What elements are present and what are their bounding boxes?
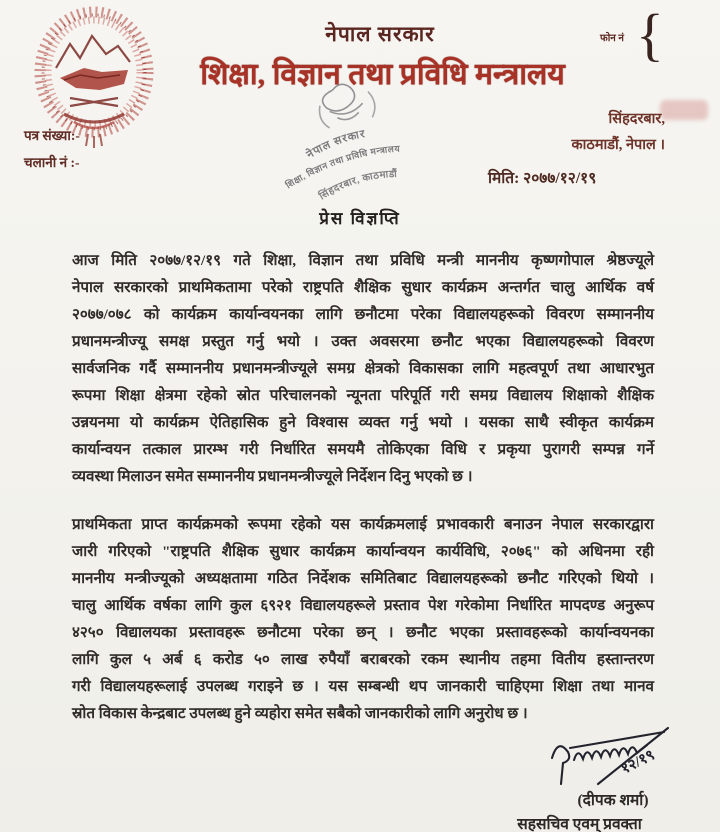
- letter-body: [72, 247, 654, 748]
- paragraph-2: [72, 511, 654, 727]
- body-line: आज मिति २०७७/१२/१९ गते शिक्षा, विज्ञान तथा प्रविधि मन्त्री माननीय कृष्णगोपाल श्रेष्ठज्यूले: [72, 252, 654, 269]
- dispatch-number-label: चलानी नं :-: [24, 155, 80, 170]
- address-block: [450, 106, 665, 158]
- body-line: सार्वजनिक गर्दै सम्माननीय प्रधानमन्त्रीज्यूले समग्र क्षेत्रको विकासका लागि महत्वपूर्ण तथा आधारभुत: [72, 360, 654, 377]
- body-line: रूपमा शिक्षा क्षेत्रमा रहेको स्रोत परिचालनको न्यूनता परिपूर्ति गरी समग्र विद्यालय शिक्षाको शैक्षिक: [72, 387, 654, 404]
- stamp-line-1: नेपाल सरकार: [304, 128, 367, 162]
- signature-hand-date: १२/१९: [618, 747, 658, 778]
- ministry-title: शिक्षा, विज्ञान तथा प्रविधि मन्त्रालय: [200, 58, 565, 91]
- body-line: उन्नयनमा यो कार्यक्रम ऐतिहासिक हुने विश्वास व्यक्त गर्नु भयो । यसका साथै स्वीकृत कार्यक्रम: [72, 414, 654, 431]
- body-line: माननीय मन्त्रीज्यूको अध्यक्षतामा गठित निर्देशक समितिबाट विद्यालयहरूको छनौट गरिएको थियो ।: [72, 570, 654, 587]
- body-line: लागि कुल ५ अर्ब ६ करोड ५० लाख रुपैयाँ बराबरको रकम स्थानीय तहमा वितीय हस्तान्तरण: [72, 651, 654, 668]
- body-line: चालु आर्थिक वर्षका लागि कुल ६९२१ विद्यालयहरूले प्रस्ताव पेश गरेकोमा निर्धारित मापदण्ड अनुरूप: [72, 597, 654, 614]
- date-line: मिति: २०७७/१२/१९: [488, 170, 597, 187]
- svg-text:सिंहदरबार, काठमाडौं: [314, 165, 401, 204]
- phone-number-label: फोन नं: [600, 33, 624, 44]
- letter-number-label: पत्र संख्या:-: [24, 128, 80, 143]
- handwritten-signature: [540, 724, 712, 788]
- body-line: स्रोत विकास केन्द्रबाट उपलब्ध हुने व्यहोरा समेत सबैको जानकारीको लागि अनुरोध छ ।: [72, 705, 528, 722]
- signatory-name: (दीपक शर्मा): [577, 792, 649, 809]
- red-ink-smudge: [660, 100, 708, 120]
- address-line-2: काठमाडौं, नेपाल ।: [571, 137, 665, 153]
- body-line: २०७७/०७८ को कार्यक्रम कार्यान्वयनका लागि छनौटमा परेका विद्यालयहरूको विवरण सम्माननीय: [72, 306, 654, 323]
- phone-brace-glyph: {: [636, 2, 664, 67]
- body-line: जारी गरिएको "राष्ट्रपति शैक्षिक सुधार कार्यक्रम कार्यान्वयन कार्यविधि, २०७६" को अधिनमा रही: [72, 543, 654, 560]
- address-line-1: सिंहदरबार,: [608, 111, 665, 127]
- body-line: नेपाल सरकारको प्राथमिकतामा परेको राष्ट्रपति शैक्षिक सुधार कार्यक्रम अन्तर्गत चालु आर्थिक वर्ष: [72, 279, 654, 296]
- body-line: कार्यान्वयन तत्काल प्रारम्भ गरी निर्धारित समयमै तोकिएका विधि र प्रकृया पुरागरी सम्पन्न गर्ने: [72, 441, 654, 458]
- paragraph-1: [72, 247, 654, 490]
- body-line: प्रधानमन्त्रीज्यू समक्ष प्रस्तुत गर्नु भयो । उक्त अवसरमा छनौट भएका विद्यालयहरूको विवरण: [72, 333, 654, 350]
- stamp-line-2: शिक्षा, विज्ञान तथा प्रविधि मन्त्रालय: [283, 143, 401, 191]
- stamp-line-3: सिंहदरबार, काठमाडौं: [317, 168, 398, 203]
- press-release-title: प्रेस विज्ञप्ति: [319, 209, 401, 228]
- signatory-role: सहसचिव एवम् प्रवक्ता: [517, 816, 642, 832]
- government-title: नेपाल सरकार: [325, 22, 435, 46]
- body-line: गरी विद्यालयहरूलाई उपलब्ध गराइने छ । यस सम्बन्धी थप जानकारी चाहिएमा शिक्षा तथा मानव: [72, 678, 654, 695]
- body-line: ४२५० विद्यालयका प्रस्तावहरू छनौटमा परेका छन् । छनौट भएका प्रस्तावहरूको कार्यान्वयनका: [72, 624, 654, 641]
- body-line: प्राथमिकता प्राप्त कार्यक्रमको रूपमा रहेको यस कार्यक्रमलाई प्रभावकारी बनाउन नेपाल सरकारद्वारा: [72, 516, 654, 533]
- body-line: व्यवस्था मिलाउन समेत सम्माननीय प्रधानमन्त्रीज्यूले निर्देशन दिनु भएको छ ।: [72, 468, 473, 485]
